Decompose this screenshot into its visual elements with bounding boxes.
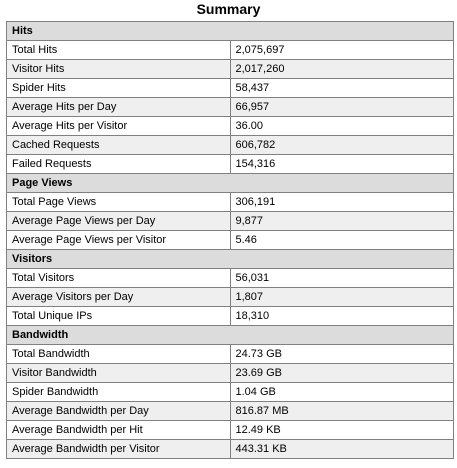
metric-label: Average Visitors per Day xyxy=(7,288,231,307)
summary-table-body xyxy=(7,22,454,459)
table-row xyxy=(7,41,454,60)
metric-value: 1,807 xyxy=(230,288,454,307)
table-row xyxy=(7,136,454,155)
section-header-bandwidth xyxy=(7,326,454,345)
table-row xyxy=(7,98,454,117)
metric-label: Average Page Views per Visitor xyxy=(7,231,231,250)
metric-label: Total Hits xyxy=(7,41,231,60)
table-row xyxy=(7,79,454,98)
table-row xyxy=(7,269,454,288)
section-header-page-views xyxy=(7,174,454,193)
metric-value: 154,316 xyxy=(230,155,454,174)
section-header-visitors xyxy=(7,250,454,269)
table-row xyxy=(7,307,454,326)
table-row xyxy=(7,364,454,383)
metric-label: Failed Requests xyxy=(7,155,231,174)
metric-value: 66,957 xyxy=(230,98,454,117)
table-row xyxy=(7,440,454,459)
metric-value: 24.73 GB xyxy=(230,345,454,364)
table-row xyxy=(7,383,454,402)
metric-value: 56,031 xyxy=(230,269,454,288)
metric-label: Total Unique IPs xyxy=(7,307,231,326)
metric-label: Spider Bandwidth xyxy=(7,383,231,402)
section-heading: Bandwidth xyxy=(7,326,454,345)
metric-value: 12.49 KB xyxy=(230,421,454,440)
section-heading: Page Views xyxy=(7,174,454,193)
table-row xyxy=(7,155,454,174)
metric-label: Visitor Bandwidth xyxy=(7,364,231,383)
table-row xyxy=(7,345,454,364)
metric-value: 9,877 xyxy=(230,212,454,231)
summary-table xyxy=(6,21,454,459)
metric-value: 18,310 xyxy=(230,307,454,326)
table-row xyxy=(7,402,454,421)
metric-label: Average Bandwidth per Day xyxy=(7,402,231,421)
metric-label: Visitor Hits xyxy=(7,60,231,79)
metric-value: 606,782 xyxy=(230,136,454,155)
metric-value: 36.00 xyxy=(230,117,454,136)
section-heading: Hits xyxy=(7,22,454,41)
metric-label: Average Bandwidth per Visitor xyxy=(7,440,231,459)
table-row xyxy=(7,117,454,136)
metric-value: 23.69 GB xyxy=(230,364,454,383)
metric-label: Spider Hits xyxy=(7,79,231,98)
metric-label: Total Bandwidth xyxy=(7,345,231,364)
metric-label: Total Visitors xyxy=(7,269,231,288)
metric-value: 306,191 xyxy=(230,193,454,212)
table-row xyxy=(7,212,454,231)
metric-value: 5.46 xyxy=(230,231,454,250)
metric-label: Average Page Views per Day xyxy=(7,212,231,231)
metric-label: Average Hits per Day xyxy=(7,98,231,117)
metric-value: 816.87 MB xyxy=(230,402,454,421)
metric-value: 58,437 xyxy=(230,79,454,98)
table-row xyxy=(7,60,454,79)
table-row xyxy=(7,421,454,440)
page-title: Summary xyxy=(196,1,261,17)
section-header-hits xyxy=(7,22,454,41)
metric-value: 2,075,697 xyxy=(230,41,454,60)
table-row xyxy=(7,231,454,250)
section-heading: Visitors xyxy=(7,250,454,269)
metric-value: 2,017,260 xyxy=(230,60,454,79)
metric-label: Average Bandwidth per Hit xyxy=(7,421,231,440)
metric-label: Average Hits per Visitor xyxy=(7,117,231,136)
table-row xyxy=(7,288,454,307)
metric-value: 1.04 GB xyxy=(230,383,454,402)
metric-label: Cached Requests xyxy=(7,136,231,155)
metric-value: 443.31 KB xyxy=(230,440,454,459)
metric-label: Total Page Views xyxy=(7,193,231,212)
table-row xyxy=(7,193,454,212)
